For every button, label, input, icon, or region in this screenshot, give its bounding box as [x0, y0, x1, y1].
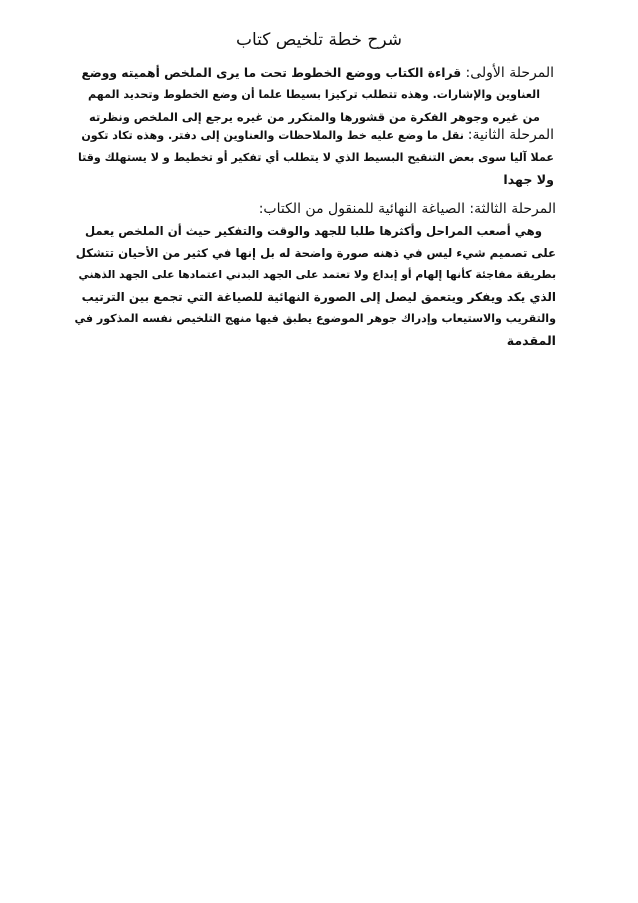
stage-3-line-4: الذي يكد ويفكر ويتعمق ليصل إلى الصورة النهائية للصياغة التي تجمع بين الترتيب — [81, 290, 556, 304]
stage-3-line-3: بطريقة مفاجئة كأنها إلهام أو إبداع ولا تعتمد على الجهد البدني اعتمادها على الجهد الذهني — [78, 268, 556, 281]
stage-2-line-3: ولا جهدا — [503, 172, 554, 187]
stage-1-label: المرحلة الأولى: — [465, 65, 554, 81]
stage-2-label: المرحلة الثانية: — [467, 127, 554, 143]
stage-1-line-2: العناوين والإشارات. وهذه تتطلب تركيزا بسيطا علما أن وضع الخطوط وتحديد المهم — [88, 88, 540, 101]
stage-3-line-6: المقدمة — [506, 333, 556, 348]
stage-2-line-1 — [78, 124, 554, 147]
stage-1-text-1: قراءة الكتاب ووضع الخطوط تحت ما يرى الملخص أهميته ووضع — [81, 66, 462, 80]
stage-2-line-2: عملا آليا سوى بعض التنقيح البسيط الذي لا يتطلب أي تفكير أو تخطيط و لا يستهلك وقتا — [77, 151, 554, 164]
stage-3-line-5: والتقريب والاستيعاب وإدراك جوهر الموضوع يطبق فيها منهج التلخيص نفسه المذكور في — [74, 312, 556, 325]
stage-3-paragraph — [74, 198, 556, 352]
stage-1-line-1 — [78, 62, 554, 84]
stage-2-paragraph — [78, 124, 554, 191]
document-title: شرح خطة تلخيص كتاب — [235, 30, 403, 50]
stage-3-line-2: على تصميم شيء ليس في ذهنه صورة واضحة له بل إنها في كثير من الأحيان تتشكل — [75, 246, 556, 260]
stage-3-label — [74, 198, 556, 220]
stage-3-line-1: وهي أصعب المراحل وأكثرها طلبا للجهد والوقت والتفكير حيث أن الملخص يعمل — [84, 224, 542, 238]
stage-3-heading: المرحلة الثالثة: الصياغة النهائية للمنقول من الكتاب: — [258, 201, 556, 217]
stage-1-paragraph — [78, 62, 554, 128]
stage-2-text-1: نقل ما وضع عليه خط والملاحظات والعناوين إلى دفتر. وهذه تكاد تكون — [81, 129, 464, 142]
stage-1-line-3: من غيره وجوهر الفكرة من قشورها والمتكرر من غيره يرجع إلى الملخص ونظرته — [89, 110, 540, 124]
